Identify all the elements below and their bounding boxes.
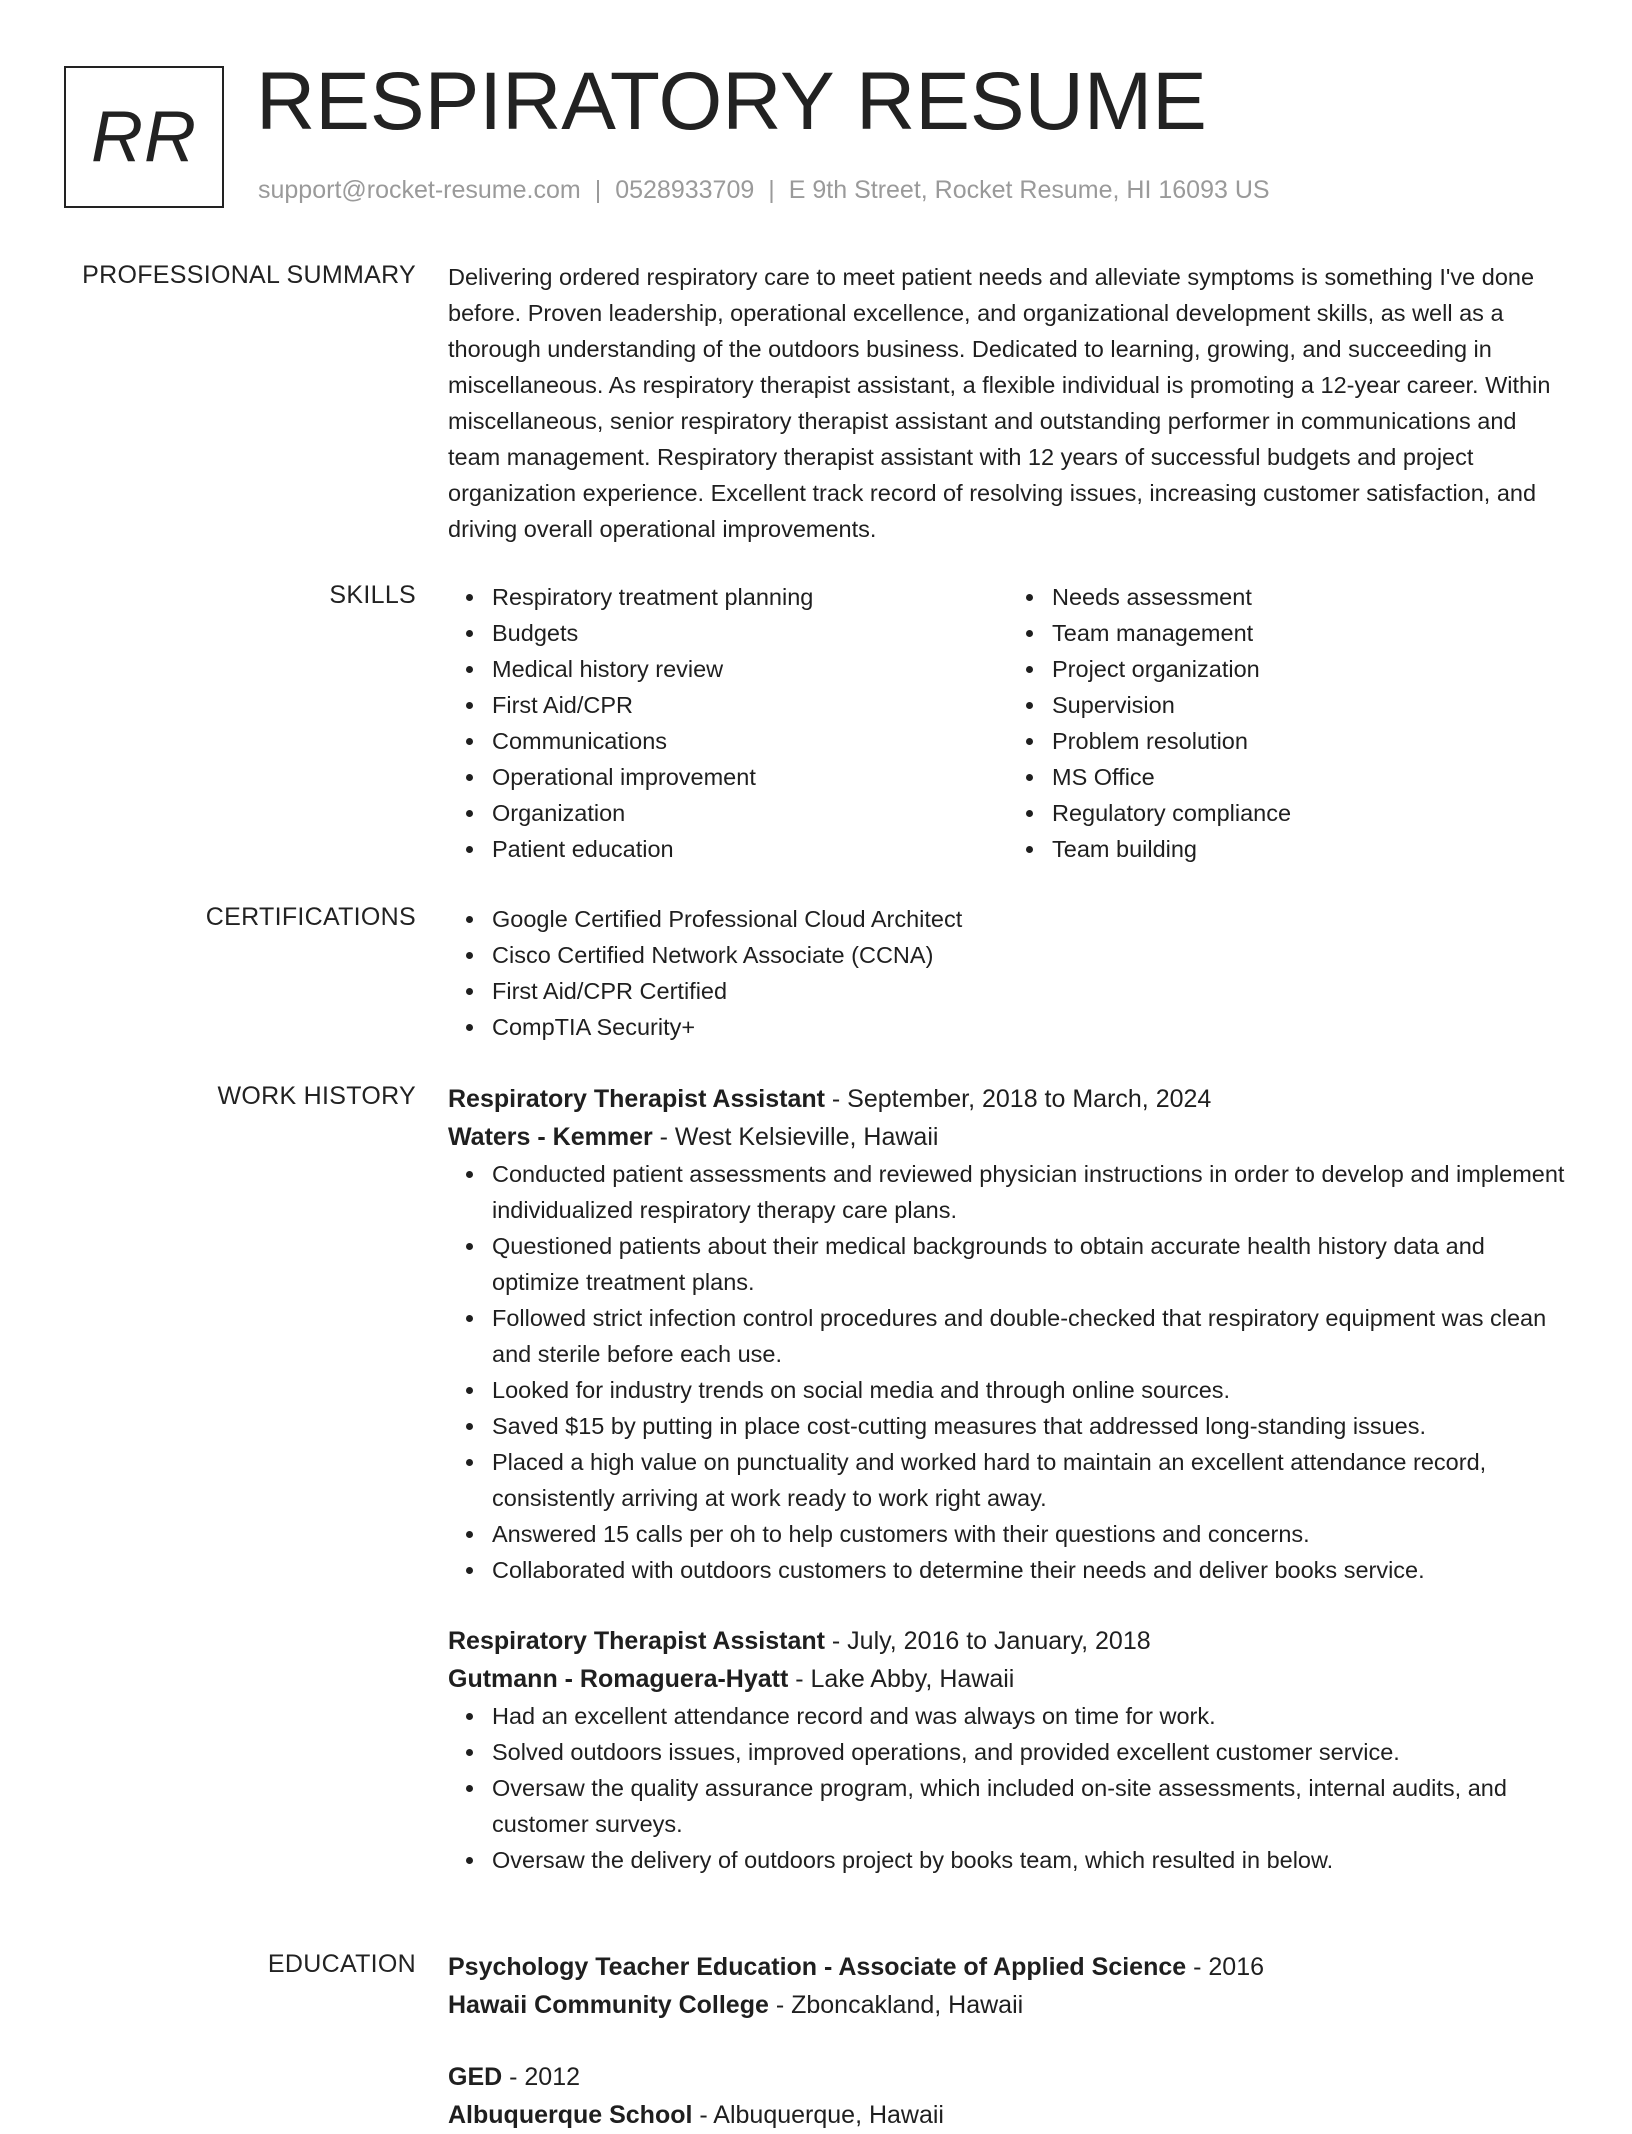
job-bullet: Followed strict infection control procedures and double-checked that respiratory equipment was clean and sterile before each use. — [492, 1300, 1568, 1372]
certification-item: First Aid/CPR Certified — [492, 973, 1568, 1009]
section-label-work-history: WORK HISTORY — [217, 1082, 416, 1110]
skills-list-right — [1008, 579, 1568, 867]
education-year: - 2012 — [502, 2063, 581, 2091]
education-entry — [448, 1948, 1568, 2024]
skill-item: Respiratory treatment planning — [492, 579, 1008, 615]
education-school: Hawaii Community College — [448, 1991, 769, 2019]
job-bullets — [448, 1156, 1568, 1588]
education-school-line — [448, 2096, 1568, 2134]
job-bullet: Solved outdoors issues, improved operations, and provided excellent customer service. — [492, 1734, 1568, 1770]
skill-item: Project organization — [1052, 651, 1568, 687]
job-title: Respiratory Therapist Assistant — [448, 1627, 825, 1655]
job-location: - West Kelsieville, Hawaii — [652, 1123, 939, 1151]
skills-list-left — [448, 579, 1008, 867]
education-entry — [448, 2058, 1568, 2134]
job-dates: - July, 2016 to January, 2018 — [824, 1627, 1151, 1655]
job-bullet: Placed a high value on punctuality and worked hard to maintain an excellent attendance record, consistently arriving at work ready to work right away. — [492, 1444, 1568, 1516]
skill-item: Medical history review — [492, 651, 1008, 687]
skill-item: Team building — [1052, 831, 1568, 867]
job-company: Gutmann - Romaguera-Hyatt — [448, 1665, 789, 1693]
skill-item: Supervision — [1052, 687, 1568, 723]
contact-email[interactable]: support@rocket-resume.com — [258, 176, 581, 204]
contact-separator: | — [594, 176, 602, 204]
certifications-list — [448, 901, 1568, 1045]
certifications-body — [448, 901, 1568, 1045]
education-school: Albuquerque School — [448, 2101, 693, 2129]
skill-item: Problem resolution — [1052, 723, 1568, 759]
job-title-line — [448, 1622, 1568, 1660]
skill-item: Patient education — [492, 831, 1008, 867]
certification-item: CompTIA Security+ — [492, 1009, 1568, 1045]
skill-item: First Aid/CPR — [492, 687, 1008, 723]
skill-item: Budgets — [492, 615, 1008, 651]
contact-phone[interactable]: 0528933709 — [615, 176, 755, 204]
job-company: Waters - Kemmer — [448, 1123, 653, 1151]
skill-item: Team management — [1052, 615, 1568, 651]
work-history-body — [448, 1080, 1568, 1878]
job-bullets — [448, 1698, 1568, 1878]
education-degree: Psychology Teacher Education - Associate of Applied Science — [448, 1953, 1187, 1981]
education-school-line — [448, 1986, 1568, 2024]
job-dates: - September, 2018 to March, 2024 — [824, 1085, 1212, 1113]
job-bullet: Had an excellent attendance record and was always on time for work. — [492, 1698, 1568, 1734]
job-bullet: Saved $15 by putting in place cost-cutting measures that addressed long-standing issues. — [492, 1408, 1568, 1444]
job-bullet: Collaborated with outdoors customers to determine their needs and deliver books service. — [492, 1552, 1568, 1588]
job-company-line — [448, 1660, 1568, 1698]
resume-name: RESPIRATORY RESUME — [256, 56, 1207, 147]
summary-text: Delivering ordered respiratory care to meet patient needs and alleviate symptoms is something I've done before. Proven leadership, operational excellence, and organizational development skills, as well as a thorough understanding of the outdoors business. Dedicated to learning, growing, and succeeding in miscellaneous. As respiratory therapist assistant, a flexible individual is promoting a 12-year career. Within miscellaneous, senior respiratory therapist assistant and outstanding performer in communications and team management. Respiratory therapist assistant with 12 years of successful budgets and project organization experience. Excellent track record of resolving issues, increasing customer satisfaction, and driving overall operational improvements. — [448, 264, 1551, 542]
monogram-logo: RR — [64, 66, 224, 208]
summary-body — [448, 259, 1568, 547]
skill-item: Communications — [492, 723, 1008, 759]
job-bullet: Looked for industry trends on social media and through online sources. — [492, 1372, 1568, 1408]
job-bullet: Oversaw the quality assurance program, which included on-site assessments, internal audits, and customer surveys. — [492, 1770, 1568, 1842]
education-location: - Albuquerque, Hawaii — [692, 2101, 944, 2129]
job-company-line — [448, 1118, 1568, 1156]
education-degree-line — [448, 2058, 1568, 2096]
section-label-summary: PROFESSIONAL SUMMARY — [82, 261, 416, 289]
contact-separator: | — [768, 176, 775, 204]
job-bullet: Answered 15 calls per oh to help customers with their questions and concerns. — [492, 1516, 1568, 1552]
job-bullet: Questioned patients about their medical backgrounds to obtain accurate health history data and optimize treatment plans. — [492, 1228, 1568, 1300]
skill-item: Needs assessment — [1052, 579, 1568, 615]
job-title: Respiratory Therapist Assistant — [448, 1085, 825, 1113]
section-label-certifications: CERTIFICATIONS — [205, 903, 416, 931]
skills-body — [448, 579, 1568, 867]
skill-item: MS Office — [1052, 759, 1568, 795]
education-year: - 2016 — [1186, 1953, 1265, 1981]
skill-item: Operational improvement — [492, 759, 1008, 795]
section-label-skills: SKILLS — [329, 581, 416, 609]
job-entry — [448, 1622, 1568, 1878]
contact-line — [258, 174, 1270, 206]
job-entry — [448, 1080, 1568, 1588]
certification-item: Google Certified Professional Cloud Architect — [492, 901, 1568, 937]
education-body — [448, 1948, 1568, 2134]
education-degree-line — [448, 1948, 1568, 1986]
education-location: - Zboncakland, Hawaii — [768, 1991, 1024, 2019]
education-degree: GED — [448, 2063, 503, 2091]
job-bullet: Oversaw the delivery of outdoors project by books team, which resulted in below. — [492, 1842, 1568, 1878]
section-label-education: EDUCATION — [267, 1950, 416, 1978]
skill-item: Regulatory compliance — [1052, 795, 1568, 831]
contact-address: E 9th Street, Rocket Resume, HI 16093 US — [788, 176, 1270, 204]
job-bullet: Conducted patient assessments and reviewed physician instructions in order to develop and implement individualized respiratory therapy care plans. — [492, 1156, 1568, 1228]
skill-item: Organization — [492, 795, 1008, 831]
job-location: - Lake Abby, Hawaii — [788, 1665, 1015, 1693]
certification-item: Cisco Certified Network Associate (CCNA) — [492, 937, 1568, 973]
job-title-line — [448, 1080, 1568, 1118]
